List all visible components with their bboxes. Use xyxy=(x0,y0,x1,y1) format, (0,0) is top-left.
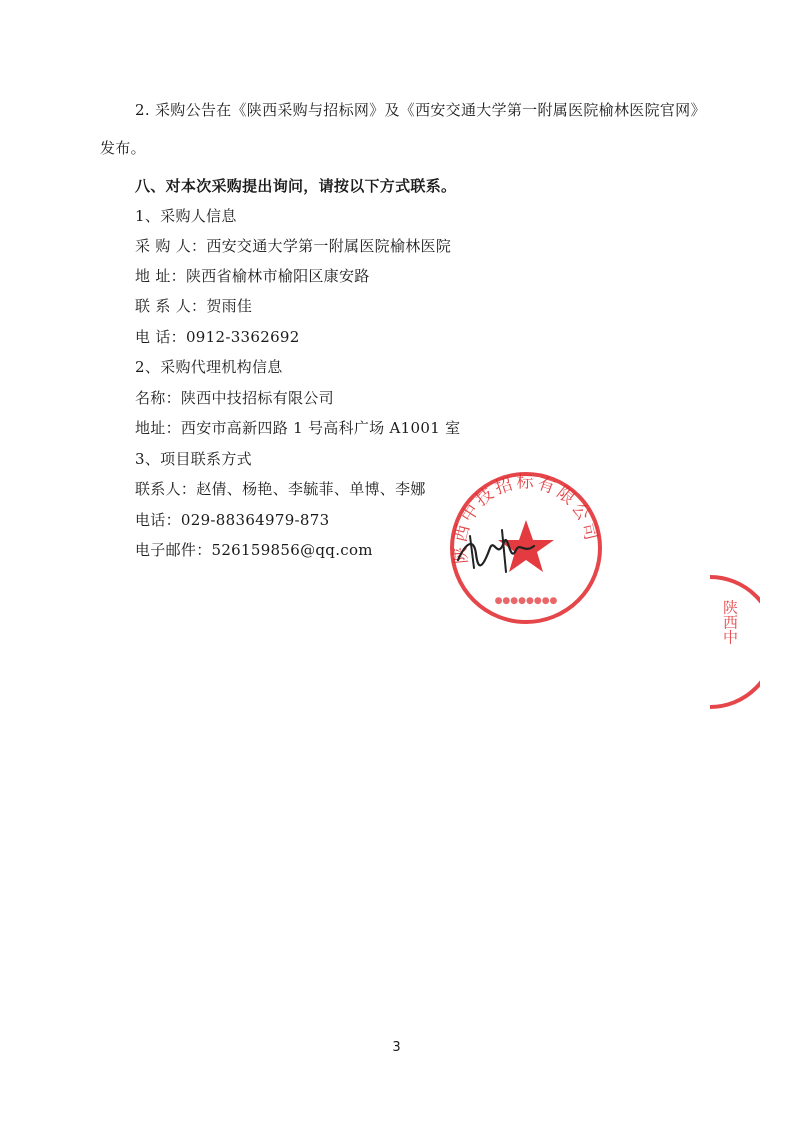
subheading-purchaser-info: 1、采购人信息 xyxy=(135,207,237,225)
purchaser-address: 地 址：陕西省榆林市榆阳区康安路 xyxy=(135,267,370,285)
agency-address: 地址：西安市高新四路 1 号高科广场 A1001 室 xyxy=(135,419,461,437)
project-contacts: 联系人：赵倩、杨艳、李毓菲、单博、李娜 xyxy=(135,480,426,498)
project-email: 电子邮件：526159856@qq.com xyxy=(135,541,373,559)
purchaser-contact: 联 系 人：贺雨佳 xyxy=(135,297,253,315)
signature-icon xyxy=(452,520,542,580)
page-number: 3 xyxy=(392,1040,401,1055)
seal-main-text: 陕西中技招标有限公司 xyxy=(450,472,602,565)
subheading-agency-info: 2、采购代理机构信息 xyxy=(135,358,283,376)
purchaser-phone: 电 话：0912-3362692 xyxy=(135,328,300,346)
edge-seal-text: 陕西中 xyxy=(721,599,739,645)
subheading-project-contact: 3、项目联系方式 xyxy=(135,450,252,468)
purchaser-name: 采 购 人：西安交通大学第一附属医院榆林医院 xyxy=(135,237,452,255)
section-heading-inquiry: 八、对本次采购提出询问，请按以下方式联系。 xyxy=(135,177,457,195)
signature-text: 赵倩 xyxy=(496,578,498,579)
svg-text:●●●●●●●●: ●●●●●●●● xyxy=(494,596,558,606)
line-publication-notice: 2. 采购公告在《陕西采购与招标网》及《西安交通大学第一附属医院榆林医院官网》 xyxy=(135,101,706,119)
agency-name: 名称：陕西中技招标有限公司 xyxy=(135,389,334,407)
line-publication-notice-cont: 发布。 xyxy=(100,139,146,157)
project-phone: 电话：029-88364979-873 xyxy=(135,511,330,529)
edge-seal-icon xyxy=(700,572,760,712)
